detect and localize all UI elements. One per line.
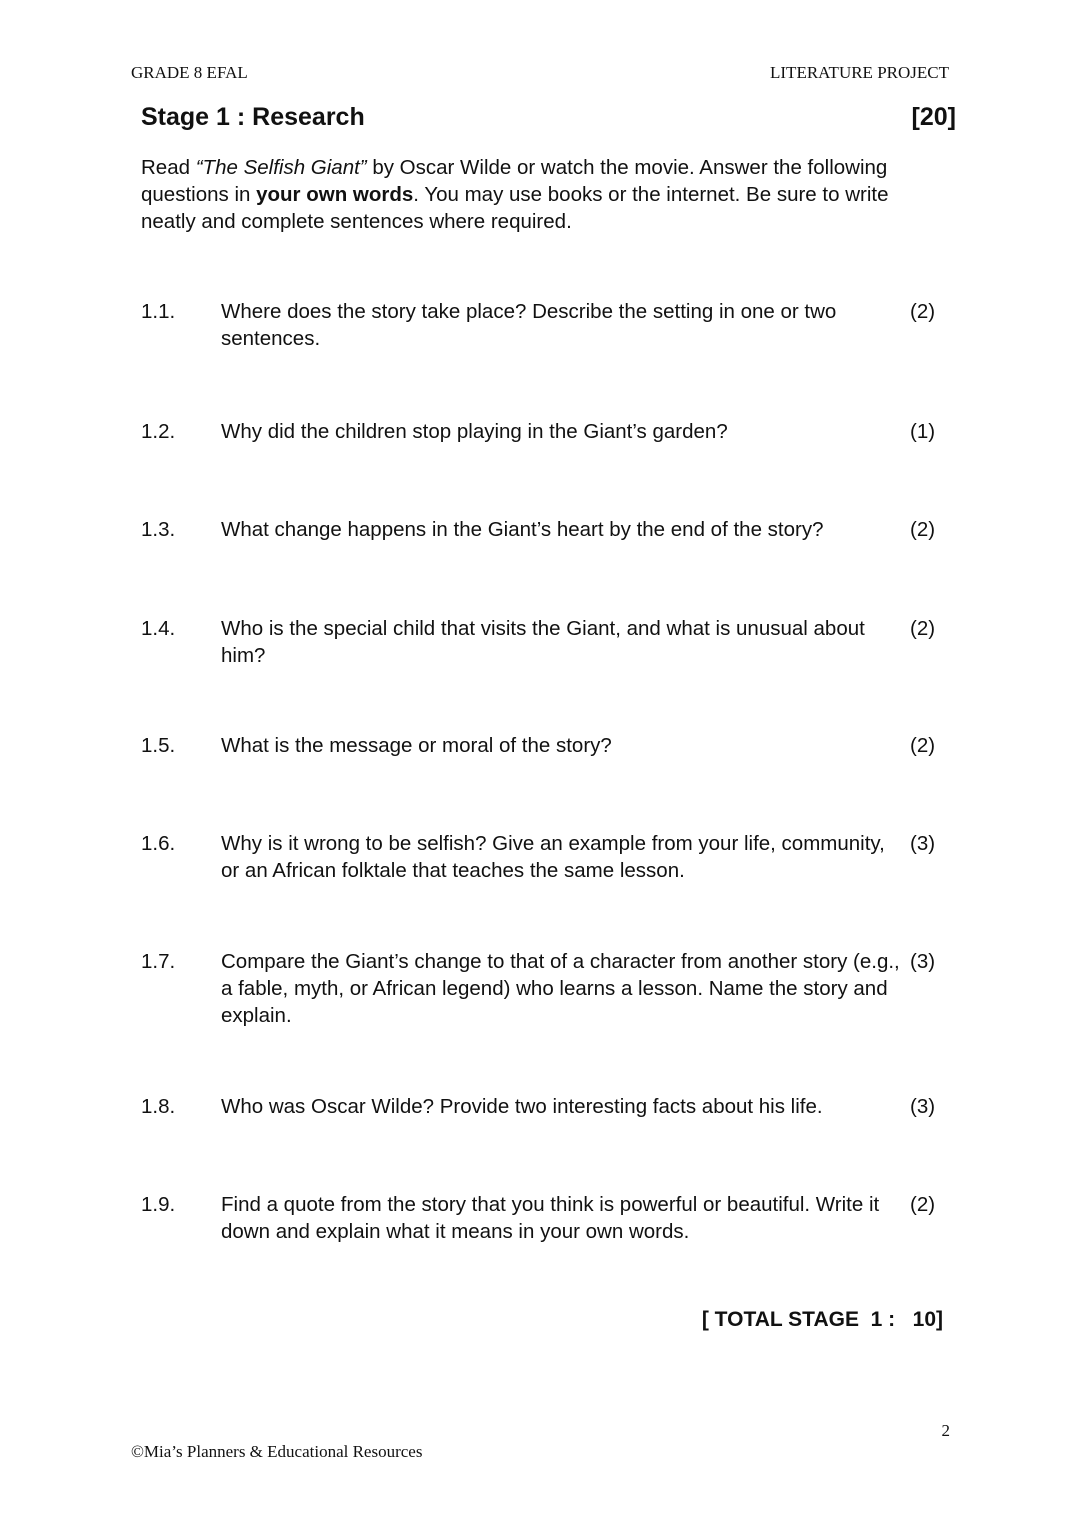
question-number: 1.1. <box>141 300 176 323</box>
question-text: Why did the children stop playing in the Giant’s garden? <box>221 420 728 443</box>
question-marks: (2) <box>910 518 936 541</box>
question-text: Who is the special child that visits the Giant, and what is unusual about him? <box>221 617 865 667</box>
stage-total: [ TOTAL STAGE 1 : 10] <box>701 1308 943 1331</box>
question-marks: (3) <box>910 950 936 973</box>
header-grade: GRADE 8 EFAL <box>131 63 248 82</box>
question-number: 1.9. <box>141 1193 176 1216</box>
question-number: 1.2. <box>141 420 176 443</box>
question-number: 1.4. <box>141 617 176 640</box>
question-marks: (3) <box>910 1095 936 1118</box>
question-text: What change happens in the Giant’s heart by the end of the story? <box>221 518 824 541</box>
stage-title: Stage 1 : Research <box>141 103 365 131</box>
page-number: 2 <box>941 1421 950 1440</box>
question-text: Where does the story take place? Describe the setting in one or two sentences. <box>221 300 837 350</box>
question-marks: (2) <box>910 300 936 323</box>
question-number: 1.6. <box>141 832 176 855</box>
question-text: Compare the Giant’s change to that of a character from another story (e.g., a fable, myth, or African legend) who learns a lesson. Name the story and explain. <box>221 950 900 1027</box>
question-text: Find a quote from the story that you think is powerful or beautiful. Write it down and explain what it means in your own words. <box>221 1193 880 1243</box>
question-marks: (1) <box>910 420 936 443</box>
question-number: 1.8. <box>141 1095 176 1118</box>
copyright-footer: ©Mia’s Planners & Educational Resources <box>131 1442 423 1461</box>
question-text: Why is it wrong to be selfish? Give an example from your life, community, or an African folktale that teaches the same lesson. <box>221 832 885 882</box>
question-number: 1.5. <box>141 734 176 757</box>
instructions-paragraph <box>141 154 901 235</box>
question-number: 1.3. <box>141 518 176 541</box>
question-marks: (2) <box>910 617 936 640</box>
question-marks: (2) <box>910 734 936 757</box>
instructions-text: Read <box>141 156 196 179</box>
story-title: “The Selfish Giant” <box>195 156 367 179</box>
stage-marks: [20] <box>911 103 956 131</box>
instructions-text: by Oscar Wilde or watch the movie. Answer the following questions in <box>141 156 888 206</box>
question-marks: (2) <box>910 1193 936 1216</box>
header-project: LITERATURE PROJECT <box>770 63 949 82</box>
question-marks: (3) <box>910 832 936 855</box>
emphasis-text: your own words <box>256 183 414 206</box>
question-text: What is the message or moral of the story? <box>221 734 612 757</box>
instructions-text: . You may use books or the internet. Be sure to write neatly and complete sentences where required. <box>141 183 889 233</box>
question-text: Who was Oscar Wilde? Provide two interesting facts about his life. <box>221 1095 823 1118</box>
question-number: 1.7. <box>141 950 176 973</box>
